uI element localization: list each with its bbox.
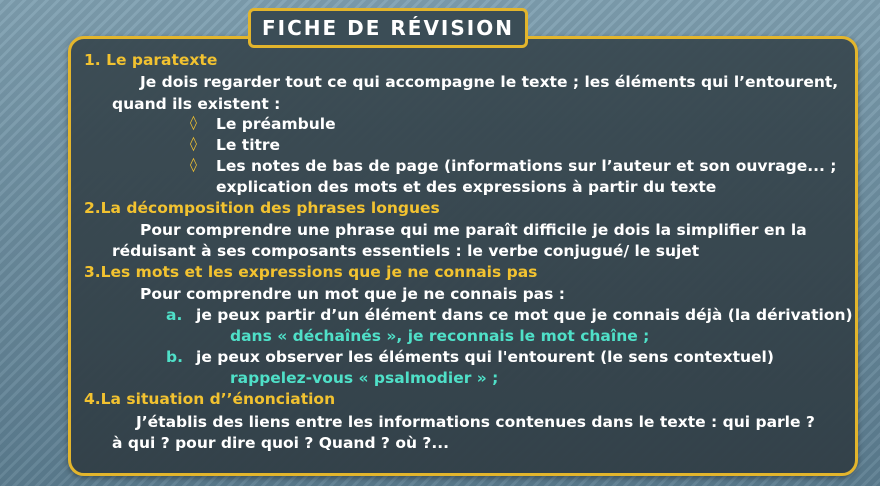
section-4-text-line-1: J’établis des liens entre les informations contenues dans le texte : qui parle ? — [136, 413, 815, 431]
list-marker-b: b. — [166, 348, 183, 366]
section-3-item-b: je peux observer les éléments qui l'entourent (le sens contextuel) — [196, 348, 774, 366]
section-3-intro: Pour comprendre un mot que je ne connais pas : — [140, 285, 565, 303]
section-1-text-line-2: quand ils existent : — [112, 95, 281, 113]
section-2-text-line-2: réduisant à ses composants essentiels : le verbe conjugué/ le sujet — [112, 242, 700, 260]
diamond-bullet-icon: ◊ — [190, 136, 197, 152]
section-3-example-a: dans « déchaînés », je reconnais le mot chaîne ; — [230, 327, 650, 345]
section-4-heading: 4.La situation d’’énonciation — [84, 390, 336, 408]
section-4-text-line-2: à qui ? pour dire quoi ? Quand ? où ?... — [112, 434, 450, 452]
section-3-heading: 3.Les mots et les expressions que je ne connais pas — [84, 263, 538, 281]
list-marker-a: a. — [166, 306, 183, 324]
page-title: FICHE DE RÉVISION — [248, 8, 528, 48]
diamond-bullet-icon: ◊ — [190, 157, 197, 173]
paratext-item-notes-continuation: explication des mots et des expressions à partir du texte — [216, 178, 717, 196]
section-1-heading: 1. Le paratexte — [84, 51, 218, 69]
diamond-bullet-icon: ◊ — [190, 115, 197, 131]
paratext-item-titre: Le titre — [216, 136, 281, 154]
paratext-item-preambule: Le préambule — [216, 115, 336, 133]
section-1-text-line-1: Je dois regarder tout ce qui accompagne le texte ; les éléments qui l’entourent, — [140, 73, 839, 91]
section-3-item-a: je peux partir d’un élément dans ce mot que je connais déjà (la dérivation) — [196, 306, 853, 324]
section-2-text-line-1: Pour comprendre une phrase qui me paraît difficile je dois la simplifier en la — [140, 221, 807, 239]
section-3-example-b: rappelez-vous « psalmodier » ; — [230, 369, 499, 387]
section-2-heading: 2.La décomposition des phrases longues — [84, 199, 440, 217]
paratext-item-notes: Les notes de bas de page (informations sur l’auteur et son ouvrage... ; — [216, 157, 837, 175]
